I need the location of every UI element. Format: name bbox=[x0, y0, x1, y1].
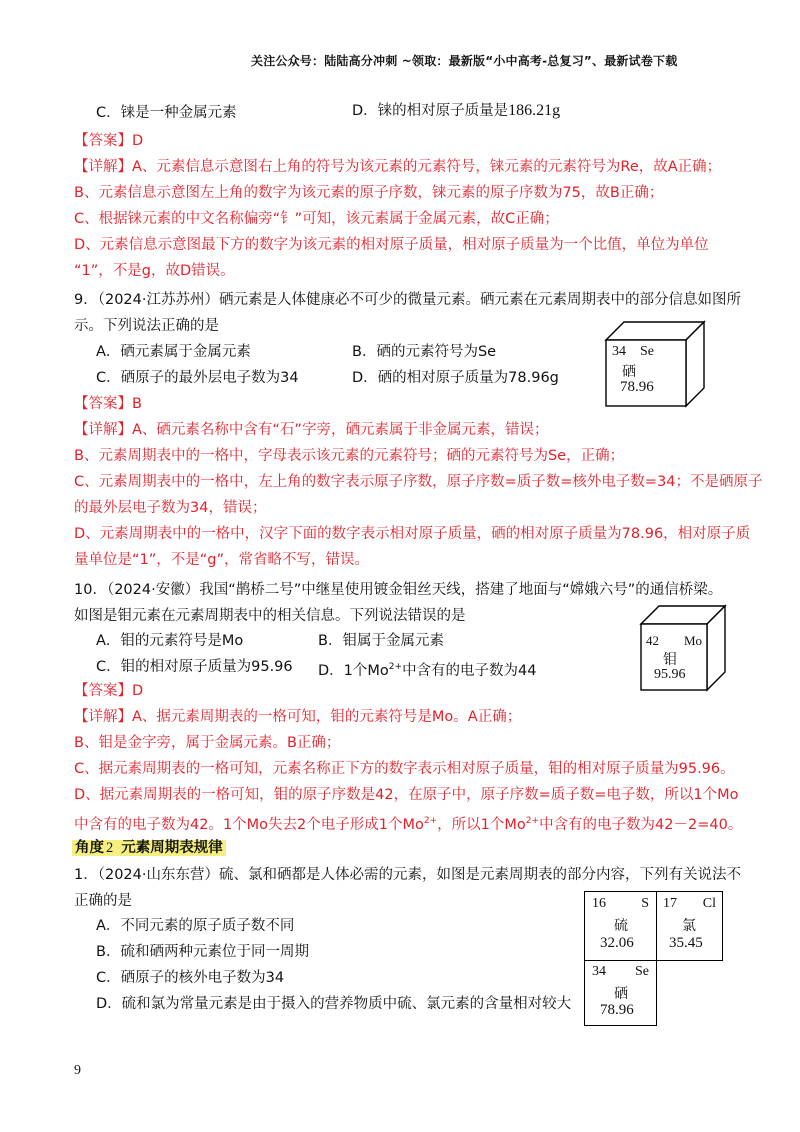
charge-superscript: 2+ bbox=[423, 816, 438, 826]
q1-cell-selenium bbox=[584, 960, 657, 1026]
q10-option-d-prefix: D．1个Mo bbox=[318, 663, 389, 679]
q9-element-name: 硒 bbox=[622, 364, 636, 380]
cell-symbol: Se bbox=[635, 964, 649, 979]
q10-answer bbox=[74, 681, 143, 701]
cell-name: 硒 bbox=[614, 986, 628, 1002]
page-header: 关注公众号：陆陆高分冲刺 ~领取：最新版“小中高考-总复习”、最新试卷下载 bbox=[251, 54, 678, 68]
q10-detail-line-2: B、钼是金字旁，属于金属元素。B正确； bbox=[74, 735, 341, 751]
q1-stem-line-1: 1．（2024·山东东营）硫、氯和硒都是人体必需的元素，如图是元素周期表的部分内容，下列有关说法不 bbox=[74, 867, 741, 883]
answer-value: D bbox=[132, 683, 144, 699]
q9-detail-line-6: 量单位是“1”，不是“g”，常省略不写，错误。 bbox=[74, 552, 369, 568]
section-prefix: 角度 bbox=[75, 840, 104, 856]
q9-detail-line-2: B、元素周期表中的一格中，字母表示该元素的元素符号；硒的元素符号为Se，正确； bbox=[74, 448, 625, 464]
cell-name: 硫 bbox=[614, 918, 628, 934]
q8-detail-line-5: “1”，不是g，故D错误。 bbox=[74, 263, 235, 279]
cell-number: 34 bbox=[592, 964, 606, 979]
q9-element-number: 34 bbox=[612, 344, 626, 359]
q1-stem-line-2: 正确的是 bbox=[74, 893, 132, 909]
q1-option-c: C．硒原子的核外电子数为34 bbox=[96, 970, 285, 986]
q10-option-d bbox=[318, 657, 537, 681]
q9-element-mass: 78.96 bbox=[620, 379, 654, 395]
detail-text: A、元素信息示意图右上角的符号为该元素的元素符号，铼元素的元素符号为Re，故A正确； bbox=[132, 159, 722, 175]
q1-option-d: D．硫和氯为常量元素是由于摄入的营养物质中硫、氯元素的含量相对较大 bbox=[96, 996, 572, 1012]
q8-option-d-text: D．铼的相对原子质量是 bbox=[352, 103, 509, 119]
q8-option-d bbox=[352, 101, 560, 121]
q9-option-d: D．硒的相对原子质量为78.96g bbox=[352, 370, 559, 386]
q8-option-d-value: 186.21g bbox=[508, 102, 561, 119]
detail-label: 【详解】 bbox=[74, 422, 132, 438]
q9-detail-line-5: D、元素周期表中的一格中，汉字下面的数字表示相对原子质量，硒的相对原子质量为78.96，相对原子质 bbox=[74, 526, 751, 542]
q10-option-b: B．钼属于金属元素 bbox=[318, 633, 444, 649]
detail-text-a: 中含有的电子数为42。1个Mo失去2个电子形成1个Mo bbox=[74, 817, 424, 833]
cell-mass: 78.96 bbox=[600, 1002, 634, 1018]
q10-element-symbol: Mo bbox=[684, 633, 703, 648]
q9-stem-line-2: 示。下列说法正确的是 bbox=[74, 318, 219, 334]
q9-stem-line-1: 9．（2024·江苏苏州）硒元素是人体健康必不可少的微量元素。硒元素在元素周期表中的部分信息如图所 bbox=[74, 292, 741, 308]
q10-element-name: 钼 bbox=[663, 652, 677, 668]
q8-option-c: C．铼是一种金属元素 bbox=[96, 105, 237, 121]
q8-detail-line-3: C、根据铼元素的中文名称偏旁“钅”可知，该元素属于金属元素，故C正确； bbox=[74, 211, 559, 227]
q9-option-c: C．硒原子的最外层电子数为34 bbox=[96, 370, 299, 386]
q9-option-b: B．硒的元素符号为Se bbox=[352, 344, 497, 360]
cell-mass: 35.45 bbox=[669, 935, 703, 951]
cell-mass: 32.06 bbox=[600, 935, 634, 951]
answer-label: 【答案】 bbox=[74, 396, 132, 412]
q10-detail-line-5 bbox=[74, 811, 742, 835]
q9-answer bbox=[74, 394, 142, 414]
q10-option-c: C．钼的相对原子质量为95.96 bbox=[96, 659, 293, 675]
q1-option-b: B．硫和硒两种元素位于同一周期 bbox=[96, 944, 309, 960]
q8-detail-line-1 bbox=[74, 157, 721, 177]
answer-value: B bbox=[132, 396, 142, 412]
section-highlight bbox=[72, 840, 226, 856]
cell-number: 16 bbox=[592, 896, 606, 911]
q1-cell-sulfur bbox=[584, 891, 657, 961]
q8-detail-line-4: D、元素信息示意图最下方的数字为该元素的相对原子质量，相对原子质量为一个比值，单位为单位 bbox=[74, 237, 709, 253]
q9-detail-line-4: 的最外层电子数为34，错误； bbox=[74, 500, 267, 516]
section-number: 2 bbox=[106, 840, 114, 856]
section-title: 元素周期表规律 bbox=[121, 840, 223, 856]
q10-option-d-suffix: 中含有的电子数为44 bbox=[402, 663, 537, 679]
section-heading bbox=[72, 838, 226, 858]
q10-option-d-charge: 2+ bbox=[388, 662, 403, 672]
charge-superscript: 2+ bbox=[525, 816, 540, 826]
q10-stem-line-2: 如图是钼元素在元素周期表中的相关信息。下列说法错误的是 bbox=[74, 608, 466, 624]
q9-detail-line-3: C、元素周期表中的一格中，左上角的数字表示原子序数，原子序数=质子数=核外电子数=34；不是硒原子 bbox=[74, 474, 763, 490]
detail-text-c: 中含有的电子数为42－2=40。 bbox=[539, 817, 743, 833]
q9-detail-line-1 bbox=[74, 420, 548, 440]
q1-option-a: A．不同元素的原子质子数不同 bbox=[96, 918, 295, 934]
cell-symbol: S bbox=[641, 896, 649, 911]
q9-element-symbol: Se bbox=[640, 344, 654, 359]
page-number: 9 bbox=[74, 1063, 81, 1078]
detail-text: A、硒元素名称中含有“石”字旁，硒元素属于非金属元素，错误； bbox=[132, 422, 549, 438]
detail-text: A、据元素周期表的一格可知，钼的元素符号是Mo。A正确； bbox=[132, 709, 522, 725]
q10-stem-line-1: 10．（2024·安徽）我国“鹊桥二号”中继星使用镀金钼丝天线，搭建了地面与“嫦娥六号”的通信桥梁。 bbox=[74, 582, 723, 598]
detail-text-b: ，所以1个Mo bbox=[437, 817, 526, 833]
answer-label: 【答案】 bbox=[74, 683, 132, 699]
cell-symbol: Cl bbox=[702, 896, 716, 911]
q10-detail-line-1 bbox=[74, 707, 521, 727]
q8-answer bbox=[74, 131, 143, 151]
q10-detail-line-4: D、据元素周期表的一格可知，钼的原子序数是42，在原子中，原子序数=质子数=电子数，所以1个Mo bbox=[74, 787, 739, 803]
cell-number: 17 bbox=[663, 896, 677, 911]
q10-element-mass: 95.96 bbox=[654, 667, 686, 682]
q10-option-a: A．钼的元素符号是Mo bbox=[96, 633, 244, 649]
q10-element-number: 42 bbox=[646, 633, 659, 648]
q9-option-a: A．硒元素属于金属元素 bbox=[96, 344, 251, 360]
detail-label: 【详解】 bbox=[74, 159, 132, 175]
answer-label: 【答案】 bbox=[74, 133, 132, 149]
cell-name: 氯 bbox=[682, 918, 696, 934]
q9-element-cube bbox=[600, 316, 710, 410]
q10-detail-line-3: C、据元素周期表的一格可知，元素名称正下方的数字表示相对原子质量，钼的相对原子质量为95.96。 bbox=[74, 761, 735, 777]
q1-cell-chlorine bbox=[656, 891, 723, 961]
q8-detail-line-2: B、元素信息示意图左上角的数字为该元素的原子序数，铼元素的原子序数为75，故B正确； bbox=[74, 185, 664, 201]
detail-label: 【详解】 bbox=[74, 709, 132, 725]
answer-value: D bbox=[132, 133, 144, 149]
